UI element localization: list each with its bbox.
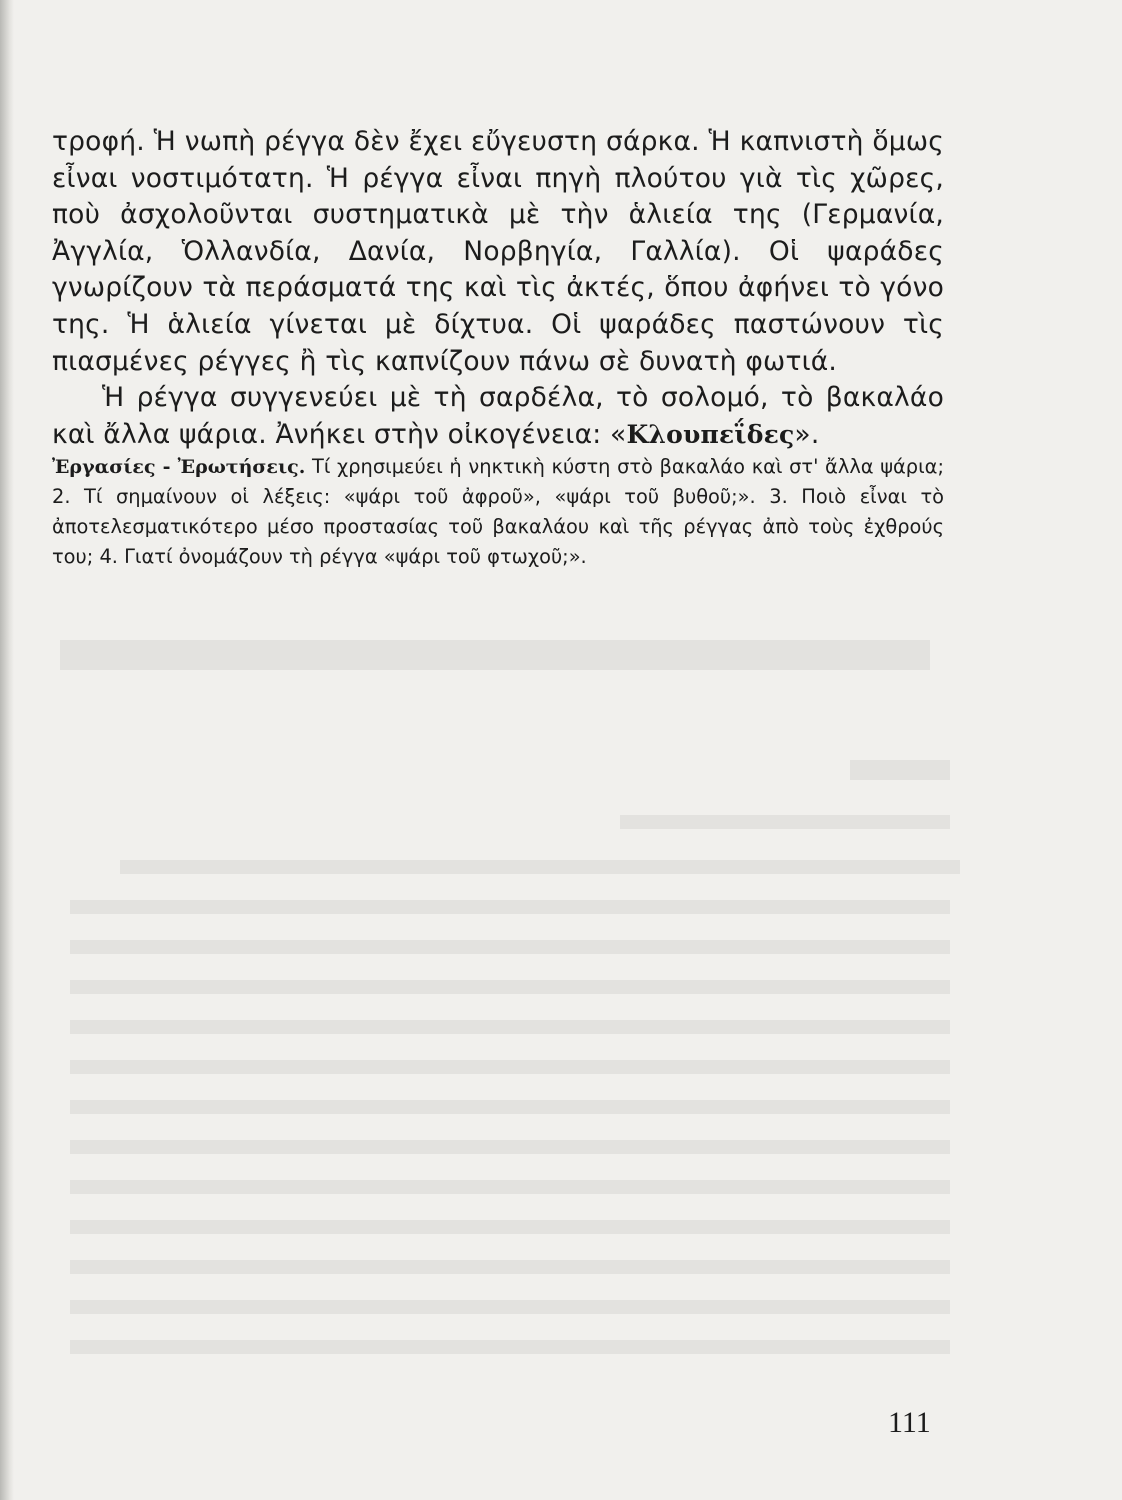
family-name: Κλουπεΐδες	[626, 419, 795, 449]
main-text	[52, 124, 944, 453]
paragraph-herring-family-text: Ἡ ρέγγα συγγενεύει μὲ τὴ σαρδέλα, τὸ σολομό, τὸ βακαλάο καὶ ἄλλα ψάρια. Ἀνήκει στὴν οἰκογένεια: «	[52, 382, 944, 450]
page-spine-shadow	[0, 0, 14, 1500]
exercises-label: Ἐργασίες - Ἐρωτήσεις.	[52, 456, 306, 478]
exercises-section	[52, 452, 944, 572]
paragraph-herring-fishing: τροφή. Ἡ νωπὴ ρέγγα δὲν ἔχει εὔγευστη σάρκα. Ἡ καπνιστὴ ὅμως εἶναι νοστιμότατη. Ἡ ρέγγα εἶναι πηγὴ πλούτου γιὰ τὶς χῶρες, ποὺ ἀσχολοῦνται συστηματικὰ μὲ τὴν ἁλιεία της (Γερμανία, Ἀγγλία, Ὁλλανδία, Δανία, Νορβηγία, Γαλλία). Οἱ ψαράδες γνωρίζουν τὰ περάσματά της καὶ τὶς ἀκτές, ὅπου ἀφήνει τὸ γόνο της. Ἡ ἁλιεία γίνεται μὲ δίχτυα. Οἱ ψαράδες παστώνουν τὶς πιασμένες ρέγγες ἢ τὶς καπνίζουν πάνω σὲ δυνατὴ φωτιά.	[52, 126, 944, 377]
exercises-paragraph	[52, 452, 944, 572]
page-number: 111	[888, 1406, 931, 1439]
paragraph-end: ».	[794, 418, 820, 450]
paragraph-herring-family	[52, 380, 944, 453]
exercises-text: Τί χρησιμεύει ἡ νηκτικὴ κύστη στὸ βακαλάο καὶ στ' ἄλλα ψάρια; 2. Τί σημαίνουν οἱ λέξεις: «ψάρι τοῦ ἀφροῦ», «ψάρι τοῦ βυθοῦ;». 3. Ποιὸ εἶναι τὸ ἀποτελεσματικότερο μέσο προστασίας τοῦ βακαλάου καὶ τῆς ρέγγας ἀπὸ τοὺς ἐχθρούς του; 4. Γιατί ὀνομάζουν τὴ ρέγγα «ψάρι τοῦ φτωχοῦ;».	[52, 455, 944, 568]
